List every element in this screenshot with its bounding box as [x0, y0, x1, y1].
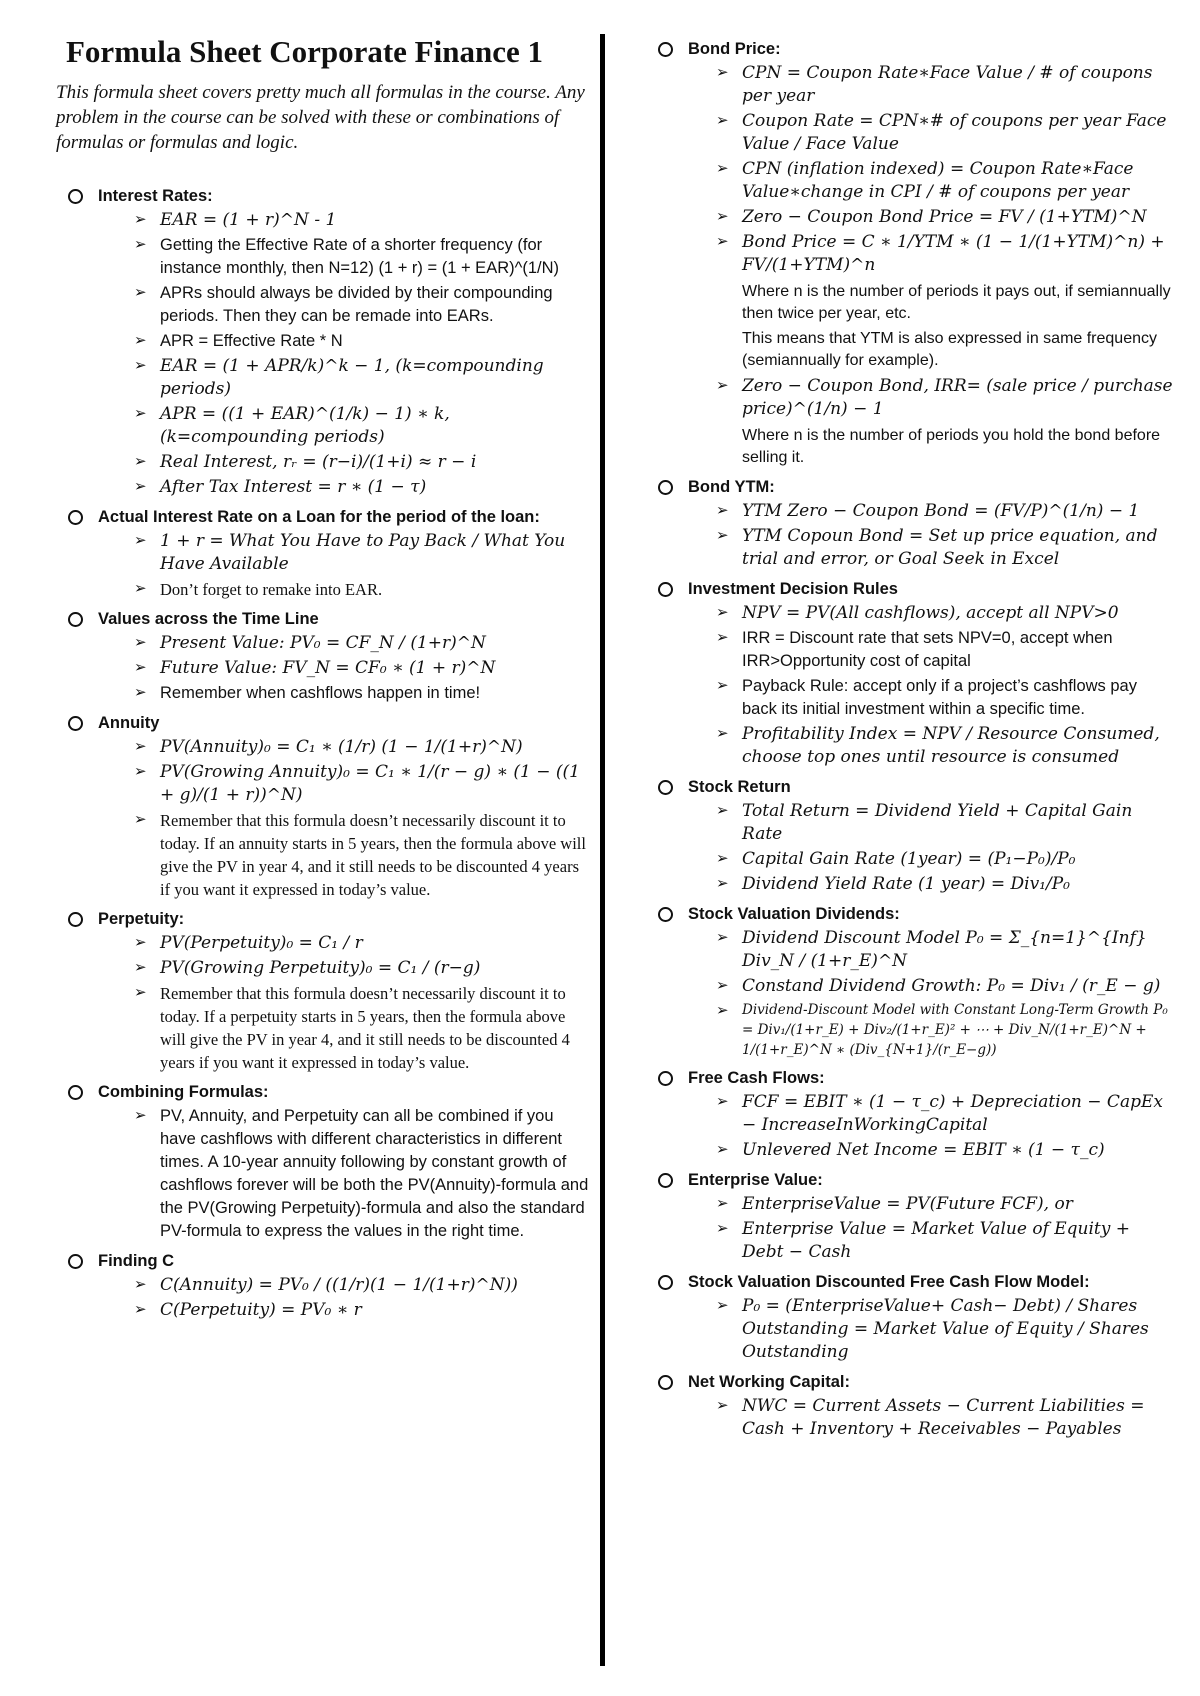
formula-text: PV(Perpetuity)₀ = C₁ / r — [160, 933, 363, 953]
intro-paragraph: This formula sheet covers pretty much all formulas in the course. Any problem in the course can be solved with these or combinations of formulas or formulas and logic. — [56, 82, 585, 153]
list-item — [56, 1105, 592, 1243]
list-item — [56, 209, 592, 232]
list-item — [646, 675, 1176, 721]
formula-text: NWC = Current Assets − Current Liabilities = Cash + Inventory + Receivables − Payables — [742, 1396, 1145, 1439]
formula-text: EAR = (1 + APR/k)^k − 1, (k=compounding periods) — [160, 356, 544, 399]
list-item — [646, 1395, 1176, 1441]
formula-text: FCF = EBIT ∗ (1 − τ_c) + Depreciation − CapEx − IncreaseInWorkingCapital — [742, 1092, 1163, 1135]
circle-bullet-icon — [658, 42, 673, 57]
formula-text: Coupon Rate = CPN∗# of coupons per year Face Value / Face Value — [742, 111, 1167, 154]
formula-text: Constand Dividend Growth: P₀ = Div₁ / (r_E − g) — [742, 976, 1161, 996]
arrow-bullet-icon: ➢ — [716, 630, 729, 646]
left-column — [56, 30, 592, 1329]
arrow-bullet-icon: ➢ — [134, 358, 147, 374]
list-item — [646, 206, 1176, 229]
section-title: Investment Decision Rules — [688, 580, 898, 598]
arrow-bullet-icon: ➢ — [716, 1221, 729, 1237]
section-annuity — [56, 712, 592, 901]
item-text: PV, Annuity, and Perpetuity can all be combined if you have cashflows with different characteristics in different times. A 10-year annuity following by constant growth of cashflows forever will be both the PV(Annuity)-formula and the PV(Growing Perpetuity)-formula and also the standard PV-formula to express the values in the right time. — [160, 1107, 589, 1240]
list-item — [646, 1000, 1176, 1060]
list-item — [56, 234, 592, 280]
circle-bullet-icon — [658, 1071, 673, 1086]
item-text: IRR = Discount rate that sets NPV=0, accept when IRR>Opportunity cost of capital — [742, 629, 1113, 670]
list-item — [56, 578, 592, 601]
arrow-bullet-icon: ➢ — [134, 1302, 147, 1318]
formula-text: CPN = Coupon Rate∗Face Value / # of coupons per year — [742, 63, 1153, 106]
list-item — [646, 602, 1176, 625]
formula-text: Profitability Index = NPV / Resource Consumed, choose top ones until resource is consumed — [742, 724, 1160, 767]
list-item — [56, 1274, 592, 1297]
list-item — [646, 158, 1176, 204]
list-item — [646, 848, 1176, 871]
formula-text: Dividend Discount Model P₀ = Σ_{n=1}^{Inf} Div_N / (1+r_E)^N — [742, 928, 1147, 971]
circle-bullet-icon — [658, 1375, 673, 1390]
formula-text: Present Value: PV₀ = CF_N / (1+r)^N — [160, 633, 486, 653]
list-item — [646, 1295, 1176, 1364]
list-item — [56, 403, 592, 449]
list-item — [56, 330, 592, 353]
formula-text: PV(Growing Annuity)₀ = C₁ ∗ 1/(r − g) ∗ (1 − ((1 + g)/(1 + r))^N) — [160, 762, 581, 805]
note-text: This means that YTM is also expressed in same frequency (semiannually for example). — [742, 330, 1157, 369]
arrow-bullet-icon: ➢ — [134, 581, 147, 597]
arrow-bullet-icon: ➢ — [716, 1142, 729, 1158]
list-item — [56, 809, 592, 901]
list-item — [56, 451, 592, 474]
list-item — [646, 62, 1176, 108]
section-interest-rates — [56, 185, 592, 499]
circle-bullet-icon — [68, 912, 83, 927]
section-finding-c — [56, 1250, 592, 1322]
arrow-bullet-icon: ➢ — [134, 985, 147, 1001]
formula-text: C(Annuity) = PV₀ / ((1/r)(1 − 1/(1+r)^N)) — [160, 1275, 518, 1295]
list-item — [646, 1139, 1176, 1162]
list-item — [646, 627, 1176, 673]
arrow-bullet-icon: ➢ — [134, 237, 147, 253]
section-title: Bond Price: — [688, 40, 781, 58]
list-item — [646, 375, 1176, 421]
list-item — [646, 231, 1176, 277]
formula-text: Dividend-Discount Model with Constant Long-Term Growth P₀ = Div₁/(1+r_E) + Div₂/(1+r_E)² + ⋯ + Div_N/(1+r_E)^N + 1/(1+r_E)^N ∗ (Div_{N+1}/(r_E−g)) — [742, 1002, 1168, 1058]
formula-text: PV(Growing Perpetuity)₀ = C₁ / (r−g) — [160, 958, 481, 978]
arrow-bullet-icon: ➢ — [134, 333, 147, 349]
list-item — [646, 1193, 1176, 1216]
formula-text: Zero − Coupon Bond, IRR= (sale price / purchase price)^(1/n) − 1 — [742, 376, 1173, 419]
arrow-bullet-icon: ➢ — [134, 764, 147, 780]
arrow-bullet-icon: ➢ — [716, 978, 729, 994]
formula-text: PV(Annuity)₀ = C₁ ∗ (1/r) (1 − 1/(1+r)^N) — [160, 737, 523, 757]
section-values-time-line — [56, 608, 592, 705]
arrow-bullet-icon: ➢ — [716, 65, 729, 81]
list-item — [56, 932, 592, 955]
section-actual-interest-rate — [56, 506, 592, 601]
section-stock-return — [646, 776, 1176, 896]
arrow-bullet-icon: ➢ — [134, 935, 147, 951]
list-item — [56, 982, 592, 1074]
formula-text: YTM Zero − Coupon Bond = (FV/P)^(1/n) − 1 — [742, 501, 1140, 521]
item-text: Getting the Effective Rate of a shorter frequency (for instance monthly, then N=12) (1 + r) = (1 + EAR)^(1/N) — [160, 236, 560, 277]
arrow-bullet-icon: ➢ — [134, 212, 147, 228]
page-title: Formula Sheet Corporate Finance 1 — [66, 34, 543, 69]
arrow-bullet-icon: ➢ — [716, 803, 729, 819]
formula-text: Future Value: FV_N = CF₀ ∗ (1 + r)^N — [160, 658, 496, 678]
section-title: Stock Valuation Discounted Free Cash Flow Model: — [688, 1273, 1090, 1291]
arrow-bullet-icon: ➢ — [134, 1108, 147, 1124]
formula-text: After Tax Interest = r ∗ (1 − τ) — [160, 477, 427, 497]
arrow-bullet-icon: ➢ — [134, 454, 147, 470]
list-item — [646, 975, 1176, 998]
section-title: Perpetuity: — [98, 910, 185, 928]
circle-bullet-icon — [68, 1254, 83, 1269]
formula-text: CPN (inflation indexed) = Coupon Rate∗Face Value∗change in CPI / # of coupons per year — [742, 159, 1134, 202]
formula-text: Total Return = Dividend Yield + Capital Gain Rate — [742, 801, 1133, 844]
item-text: Don’t forget to remake into EAR. — [160, 580, 383, 599]
list-item — [56, 736, 592, 759]
arrow-bullet-icon: ➢ — [134, 635, 147, 651]
arrow-bullet-icon: ➢ — [716, 1398, 729, 1414]
section-title: Values across the Time Line — [98, 610, 319, 628]
formula-text: Bond Price = C ∗ 1/YTM ∗ (1 − 1/(1+YTM)^n) + FV/(1+YTM)^n — [742, 232, 1165, 275]
section-title: Free Cash Flows: — [688, 1069, 825, 1087]
list-item — [56, 632, 592, 655]
list-item — [56, 282, 592, 328]
list-item — [56, 476, 592, 499]
section-title: Finding C — [98, 1252, 175, 1270]
section-net-working-capital — [646, 1371, 1176, 1441]
arrow-bullet-icon: ➢ — [134, 960, 147, 976]
arrow-bullet-icon: ➢ — [716, 851, 729, 867]
section-title: Annuity — [98, 714, 160, 732]
arrow-bullet-icon: ➢ — [716, 678, 729, 694]
section-enterprise-value — [646, 1169, 1176, 1264]
arrow-bullet-icon: ➢ — [716, 113, 729, 129]
arrow-bullet-icon: ➢ — [716, 1003, 729, 1019]
circle-bullet-icon — [68, 1085, 83, 1100]
item-text: Remember that this formula doesn’t necessarily discount it to today. If a perpetuity starts in 5 years, then the formula above will give the PV in year 4, and it still needs to be discounted 4 years if you want it expressed in today’s value. — [160, 984, 570, 1072]
item-text: APR = Effective Rate * N — [160, 332, 343, 350]
section-perpetuity — [56, 908, 592, 1074]
circle-bullet-icon — [658, 907, 673, 922]
section-title: Net Working Capital: — [688, 1373, 850, 1391]
list-item — [646, 1091, 1176, 1137]
list-item — [646, 500, 1176, 523]
section-title: Stock Return — [688, 778, 791, 796]
arrow-bullet-icon: ➢ — [716, 378, 729, 394]
section-title: Enterprise Value: — [688, 1171, 823, 1189]
list-item — [646, 723, 1176, 769]
section-investment-decision-rules — [646, 578, 1176, 769]
circle-bullet-icon — [658, 1275, 673, 1290]
section-bond-ytm — [646, 476, 1176, 571]
arrow-bullet-icon: ➢ — [716, 209, 729, 225]
formula-text: Enterprise Value = Market Value of Equity + Debt − Cash — [742, 1219, 1131, 1262]
arrow-bullet-icon: ➢ — [716, 930, 729, 946]
section-title: Interest Rates: — [98, 187, 213, 205]
arrow-bullet-icon: ➢ — [134, 685, 147, 701]
note-text: Where n is the number of periods it pays out, if semiannually then twice per year, etc. — [742, 283, 1171, 322]
list-item — [56, 957, 592, 980]
arrow-bullet-icon: ➢ — [716, 161, 729, 177]
section-title: Bond YTM: — [688, 478, 775, 496]
list-item — [56, 761, 592, 807]
circle-bullet-icon — [658, 780, 673, 795]
list-item — [646, 525, 1176, 571]
section-combining-formulas — [56, 1081, 592, 1243]
circle-bullet-icon — [68, 612, 83, 627]
item-text: APRs should always be divided by their compounding periods. Then they can be remade into EARs. — [160, 284, 553, 325]
circle-bullet-icon — [658, 480, 673, 495]
list-item — [56, 530, 592, 576]
circle-bullet-icon — [658, 1173, 673, 1188]
section-stock-valuation-dividends — [646, 903, 1176, 1060]
formula-text: Capital Gain Rate (1year) = (P₁−P₀)/P₀ — [742, 849, 1076, 869]
arrow-bullet-icon: ➢ — [134, 1277, 147, 1293]
arrow-bullet-icon: ➢ — [716, 1196, 729, 1212]
arrow-bullet-icon: ➢ — [716, 503, 729, 519]
circle-bullet-icon — [68, 189, 83, 204]
arrow-bullet-icon: ➢ — [716, 726, 729, 742]
list-item — [646, 800, 1176, 846]
list-item — [56, 682, 592, 705]
circle-bullet-icon — [68, 510, 83, 525]
item-text: Remember when cashflows happen in time! — [160, 684, 481, 702]
column-divider — [600, 34, 605, 1666]
arrow-bullet-icon: ➢ — [716, 234, 729, 250]
arrow-bullet-icon: ➢ — [134, 406, 147, 422]
list-item — [56, 1299, 592, 1322]
arrow-bullet-icon: ➢ — [134, 739, 147, 755]
list-item — [56, 355, 592, 401]
item-text: Payback Rule: accept only if a project’s cashflows pay back its initial investment within a specific time. — [742, 677, 1137, 718]
formula-text: Zero − Coupon Bond Price = FV / (1+YTM)^N — [742, 207, 1147, 227]
formula-text: APR = ((1 + EAR)^(1/k) − 1) ∗ k, (k=compounding periods) — [160, 404, 450, 447]
arrow-bullet-icon: ➢ — [716, 1094, 729, 1110]
section-free-cash-flows — [646, 1067, 1176, 1162]
list-item — [646, 110, 1176, 156]
formula-text: EnterpriseValue = PV(Future FCF), or — [742, 1194, 1073, 1214]
section-title: Actual Interest Rate on a Loan for the period of the loan: — [98, 508, 540, 526]
formula-text: Unlevered Net Income = EBIT ∗ (1 − τ_c) — [742, 1140, 1105, 1160]
arrow-bullet-icon: ➢ — [134, 812, 147, 828]
list-item — [646, 873, 1176, 896]
arrow-bullet-icon: ➢ — [716, 528, 729, 544]
list-item — [646, 927, 1176, 973]
arrow-bullet-icon: ➢ — [716, 876, 729, 892]
section-stock-valuation-dfcf — [646, 1271, 1176, 1364]
right-column — [646, 38, 1176, 1448]
item-text: Remember that this formula doesn’t necessarily discount it to today. If an annuity starts in 5 years, then the formula above will give the PV in year 4, and it still needs to be discounted 4 years if you want it expressed in today’s value. — [160, 811, 586, 899]
arrow-bullet-icon: ➢ — [134, 479, 147, 495]
arrow-bullet-icon: ➢ — [716, 605, 729, 621]
section-bond-price — [646, 38, 1176, 469]
formula-text: P₀ = (EnterpriseValue+ Cash− Debt) / Shares Outstanding = Market Value of Equity / Shares Outstanding — [742, 1296, 1149, 1362]
arrow-bullet-icon: ➢ — [134, 533, 147, 549]
list-item — [646, 1218, 1176, 1264]
section-title: Combining Formulas: — [98, 1083, 269, 1101]
circle-bullet-icon — [68, 716, 83, 731]
formula-text: C(Perpetuity) = PV₀ ∗ r — [160, 1300, 362, 1320]
arrow-bullet-icon: ➢ — [134, 285, 147, 301]
note-text: Where n is the number of periods you hold the bond before selling it. — [742, 427, 1161, 466]
formula-text: NPV = PV(All cashflows), accept all NPV>0 — [742, 603, 1119, 623]
arrow-bullet-icon: ➢ — [134, 660, 147, 676]
formula-text: 1 + r = What You Have to Pay Back / What You Have Available — [160, 531, 566, 574]
formula-text: YTM Copoun Bond = Set up price equation, and trial and error, or Goal Seek in Excel — [742, 526, 1158, 569]
formula-text: Real Interest, rᵣ = (r−i)/(1+i) ≈ r − i — [160, 452, 477, 472]
arrow-bullet-icon: ➢ — [716, 1298, 729, 1314]
list-item — [56, 657, 592, 680]
section-title: Stock Valuation Dividends: — [688, 905, 900, 923]
circle-bullet-icon — [658, 582, 673, 597]
formula-text: EAR = (1 + r)^N - 1 — [160, 210, 337, 230]
formula-text: Dividend Yield Rate (1 year) = Div₁/P₀ — [742, 874, 1070, 894]
